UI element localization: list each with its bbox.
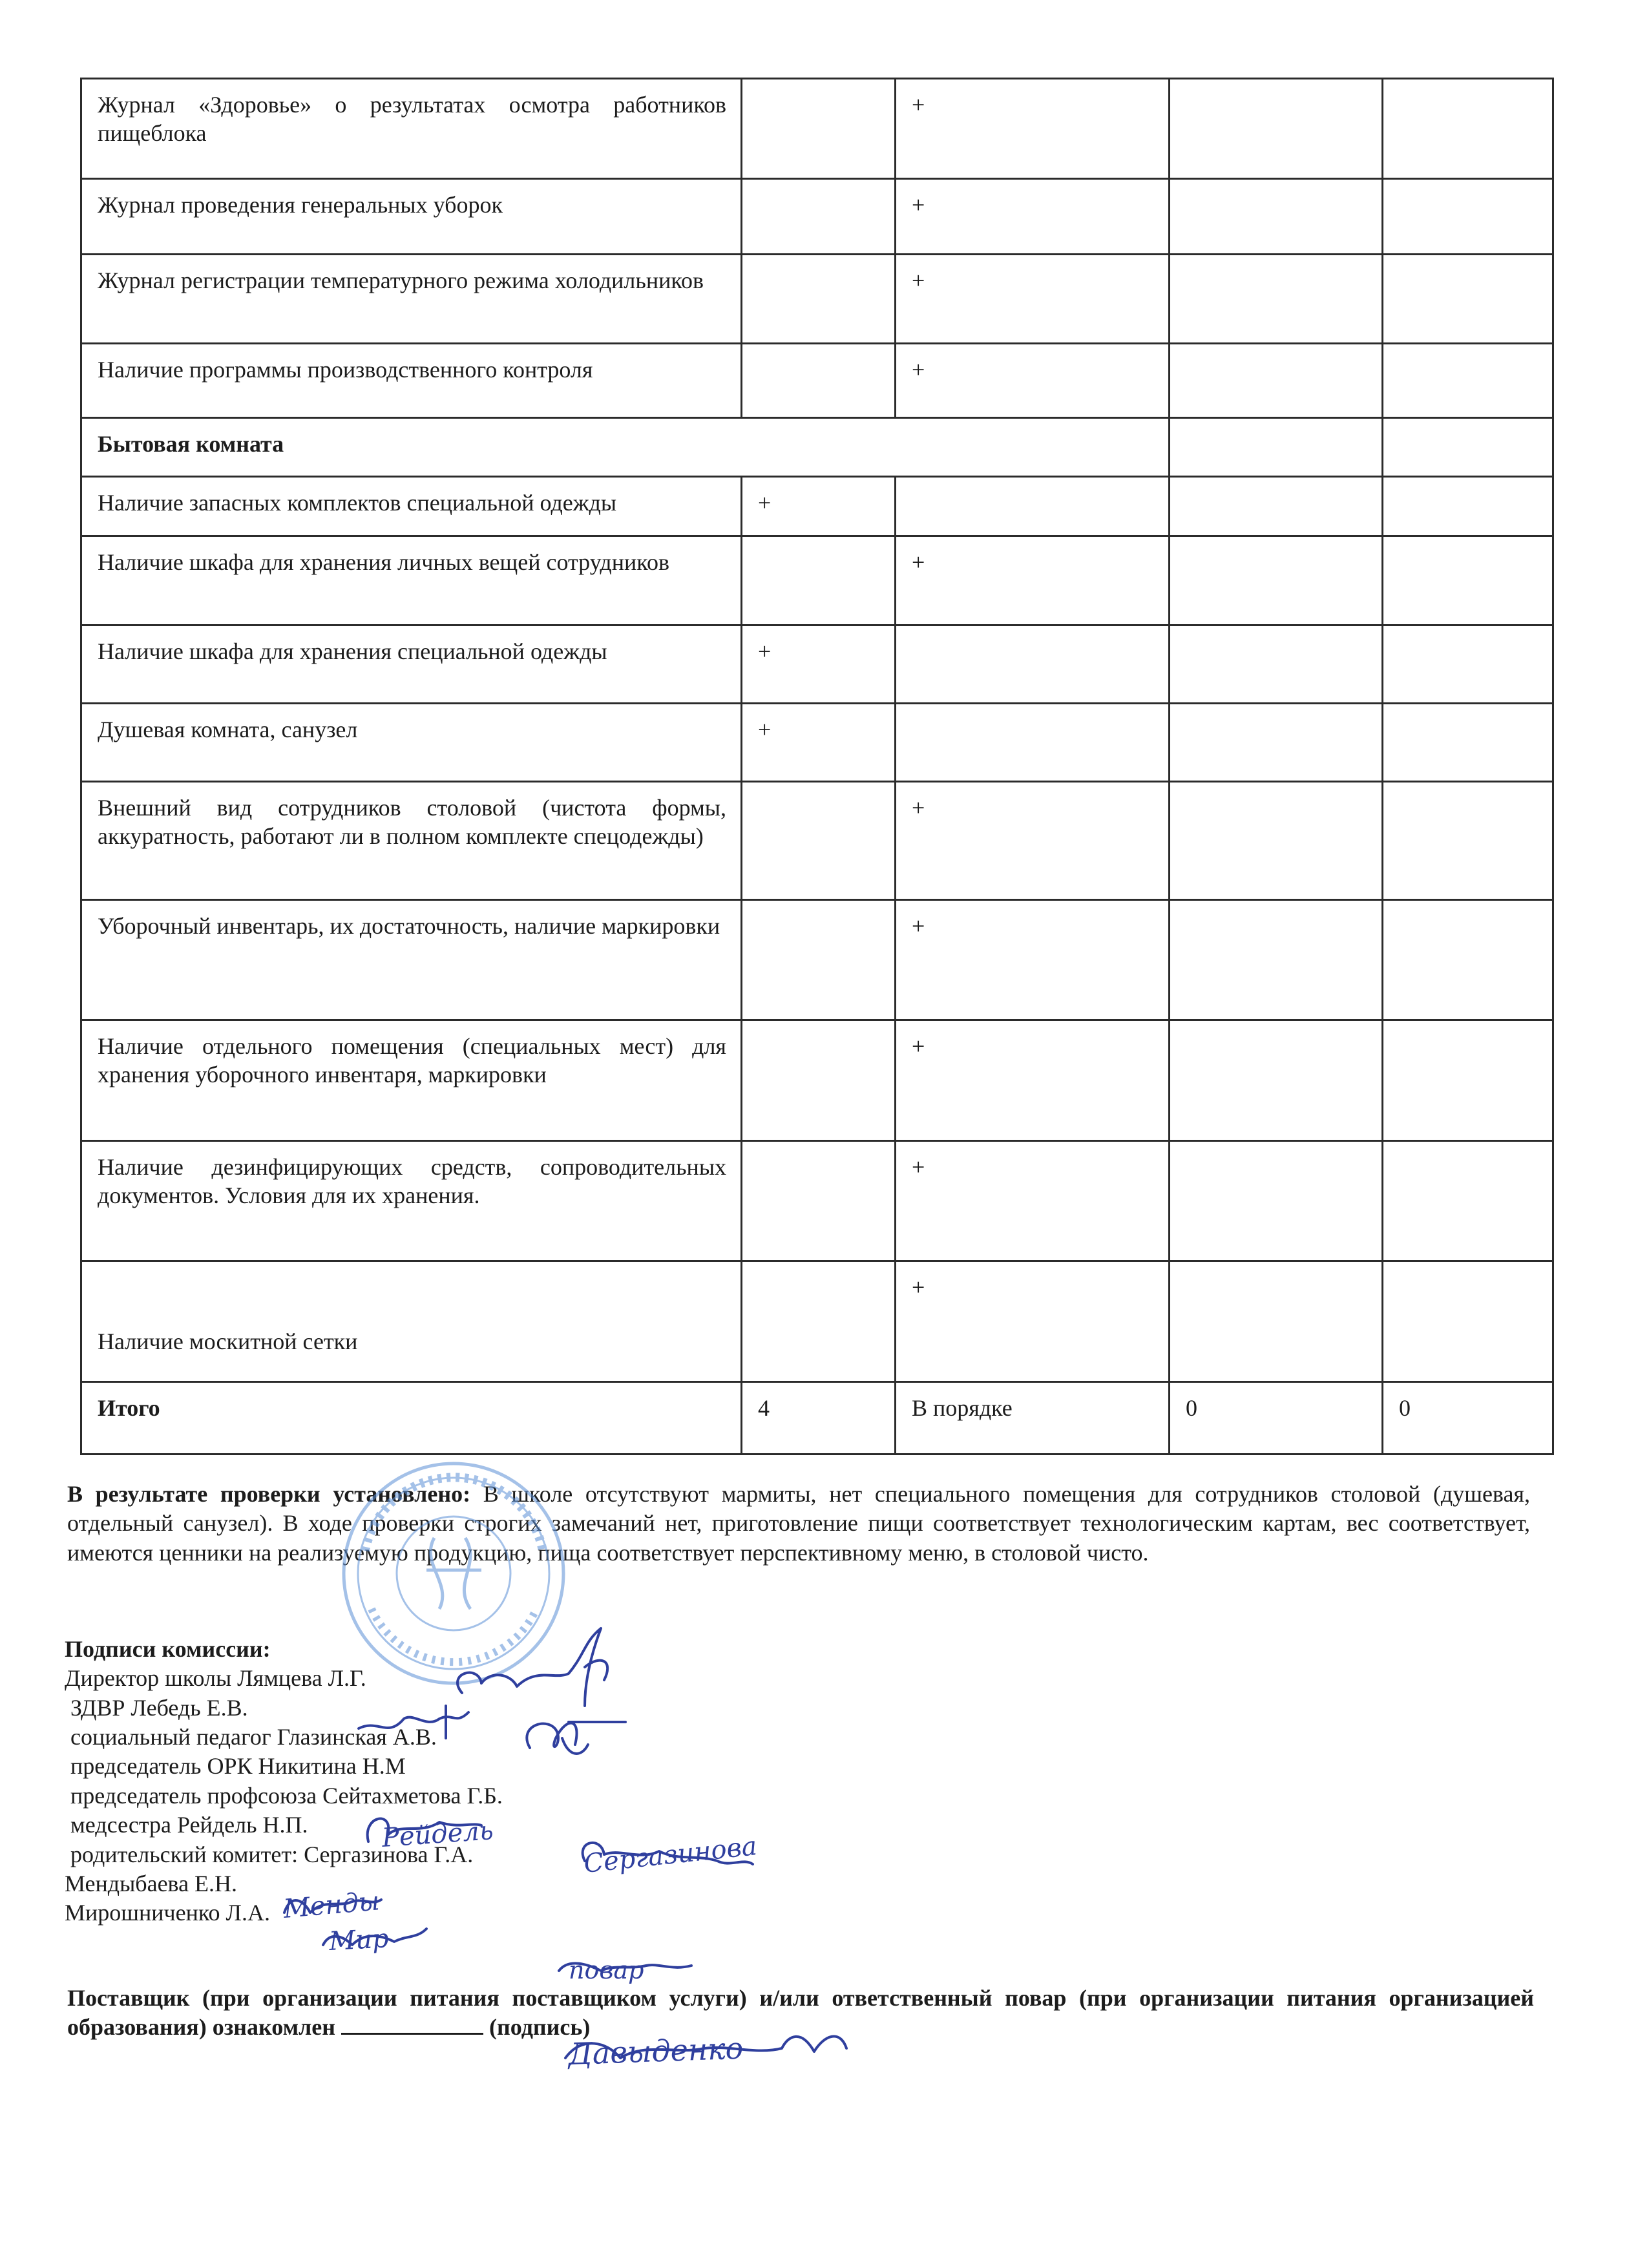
table-row (81, 704, 1553, 782)
signatory-line: социальный педагог Глазинская А.В. (65, 1724, 437, 1750)
signatory-line: председатель профсоюза Сейтахметова Г.Б. (65, 1782, 503, 1809)
mark-cell (1170, 704, 1383, 782)
mark-cell (742, 344, 896, 418)
section-row (81, 418, 1553, 477)
mark-cell (1383, 900, 1553, 1020)
mark-cell (1170, 536, 1383, 625)
signatory-line: Мирошниченко Л.А. (65, 1900, 270, 1926)
total-status: В порядке (896, 1382, 1170, 1454)
mark-cell (1383, 79, 1553, 179)
mark-cell (1383, 1141, 1553, 1261)
supplier-acknowledgement (67, 1984, 1534, 2042)
table-row (81, 782, 1553, 900)
mark-cell: + (896, 536, 1170, 625)
mark-cell: + (742, 625, 896, 704)
table-row (81, 344, 1553, 418)
mark-cell (1383, 1261, 1553, 1382)
table-row (81, 536, 1553, 625)
criterion-cell: Журнал регистрации температурного режима холодильников (81, 255, 742, 344)
signatures-heading: Подписи комиссии: (65, 1636, 271, 1662)
mark-cell (1170, 1141, 1383, 1261)
mark-cell (1170, 1020, 1383, 1141)
mark-cell (742, 1261, 896, 1382)
mark-cell: + (896, 1261, 1170, 1382)
handwritten-name: Мир (328, 1924, 390, 1957)
mark-cell (742, 179, 896, 255)
mark-cell (1170, 179, 1383, 255)
mark-cell (1170, 1261, 1383, 1382)
mark-cell: + (896, 782, 1170, 900)
mark-cell (896, 477, 1170, 536)
mark-cell (1383, 179, 1553, 255)
mark-cell (1170, 477, 1383, 536)
signatory-line: медсестра Рейдель Н.П. (65, 1812, 308, 1838)
criterion-cell: Уборочный инвентарь, их достаточность, наличие маркировки (81, 900, 742, 1020)
handwritten-name: Давыденко (567, 2030, 744, 2072)
mark-cell (1383, 536, 1553, 625)
table-row (81, 1141, 1553, 1261)
table-row (81, 625, 1553, 704)
table-row (81, 1261, 1553, 1382)
table-row (81, 79, 1553, 179)
mark-cell (1170, 255, 1383, 344)
signature-caption: (подпись) (483, 2014, 591, 2041)
mark-cell (896, 704, 1170, 782)
handwritten-name: Менды (282, 1886, 381, 1924)
mark-cell: + (896, 900, 1170, 1020)
table-row (81, 1020, 1553, 1141)
criterion-cell: Наличие москитной сетки (81, 1261, 742, 1382)
handwritten-name: Сергазинова (582, 1831, 759, 1879)
mark-cell (742, 536, 896, 625)
mark-cell (1170, 782, 1383, 900)
mark-cell (1170, 625, 1383, 704)
mark-cell (1170, 344, 1383, 418)
mark-cell (1383, 625, 1553, 704)
mark-cell (1383, 477, 1553, 536)
mark-cell (1383, 782, 1553, 900)
criterion-cell: Журнал проведения генеральных уборок (81, 179, 742, 255)
criterion-cell: Душевая комната, санузел (81, 704, 742, 782)
table-row (81, 900, 1553, 1020)
result-lead: В результате проверки установлено: (67, 1481, 471, 1507)
mark-cell (742, 782, 896, 900)
signatory-line: Мендыбаева Е.Н. (65, 1870, 238, 1896)
mark-cell: + (896, 79, 1170, 179)
mark-cell: + (742, 477, 896, 536)
mark-cell: + (896, 344, 1170, 418)
mark-cell (742, 900, 896, 1020)
signatory-line: Директор школы Лямцева Л.Г. (65, 1665, 366, 1692)
mark-cell (1170, 418, 1383, 477)
commission-signatures (65, 1635, 840, 1928)
total-count: 4 (742, 1382, 896, 1454)
signatory-line: председатель ОРК Никитина Н.М (65, 1753, 406, 1780)
table-row (81, 255, 1553, 344)
criterion-cell: Наличие отдельного помещения (специальных мест) для хранения уборочного инвентаря, маркировки (81, 1020, 742, 1141)
mark-cell (1170, 79, 1383, 179)
handwritten-name: повар (569, 1956, 644, 1984)
criterion-cell: Наличие шкафа для хранения специальной одежды (81, 625, 742, 704)
criterion-cell: Наличие программы производственного контроля (81, 344, 742, 418)
table-row (81, 179, 1553, 255)
criterion-cell: Внешний вид сотрудников столовой (чистота формы, аккуратность, работают ли в полном комплекте спецодежды) (81, 782, 742, 900)
mark-cell (1383, 418, 1553, 477)
total-remarks: 0 (1170, 1382, 1383, 1454)
signatory-line: ЗДВР Лебедь Е.В. (65, 1694, 248, 1721)
criterion-cell: Журнал «Здоровье» о результатах осмотра работников пищеблока (81, 79, 742, 179)
signatory-line: родительский комитет: Сергазинова Г.А. (65, 1841, 474, 1867)
signature-blank (341, 2013, 483, 2035)
inspection-table (80, 78, 1554, 1455)
mark-cell: + (742, 704, 896, 782)
criterion-cell: Наличие запасных комплектов специальной одежды (81, 477, 742, 536)
mark-cell: + (896, 255, 1170, 344)
mark-cell (742, 1020, 896, 1141)
section-title: Бытовая комната (81, 418, 1170, 477)
mark-cell: + (896, 179, 1170, 255)
table-row (81, 477, 1553, 536)
total-label: Итого (81, 1382, 742, 1454)
mark-cell (1383, 1020, 1553, 1141)
mark-cell: + (896, 1141, 1170, 1261)
mark-cell (1383, 704, 1553, 782)
total-violations: 0 (1383, 1382, 1553, 1454)
mark-cell (1383, 344, 1553, 418)
supplier-text: Поставщик (при организации питания поставщиком услуги) и/или ответственный повар (при организации питания организацией образования) ознакомлен (67, 1985, 1534, 2041)
mark-cell (1383, 255, 1553, 344)
handwritten-name: Рейдель (381, 1816, 494, 1853)
mark-cell: + (896, 1020, 1170, 1141)
mark-cell (896, 625, 1170, 704)
mark-cell (742, 79, 896, 179)
inspection-result (67, 1480, 1530, 1568)
mark-cell (742, 255, 896, 344)
mark-cell (742, 1141, 896, 1261)
total-row (81, 1382, 1553, 1454)
criterion-cell: Наличие дезинфицирующих средств, сопроводительных документов. Условия для их хранения. (81, 1141, 742, 1261)
mark-cell (1170, 900, 1383, 1020)
result-text: В школе отсутствуют мармиты, нет специального помещения для сотрудников столовой (душевая, отдельный санузел). В ходе проверки строгих замечаний нет, приготовление пищи соответствует технологическим картам, вес соответствует, имеются ценники на реализуемую продукцию, пища соответствует перспективному меню, в столовой чисто. (67, 1481, 1530, 1566)
criterion-cell: Наличие шкафа для хранения личных вещей сотрудников (81, 536, 742, 625)
